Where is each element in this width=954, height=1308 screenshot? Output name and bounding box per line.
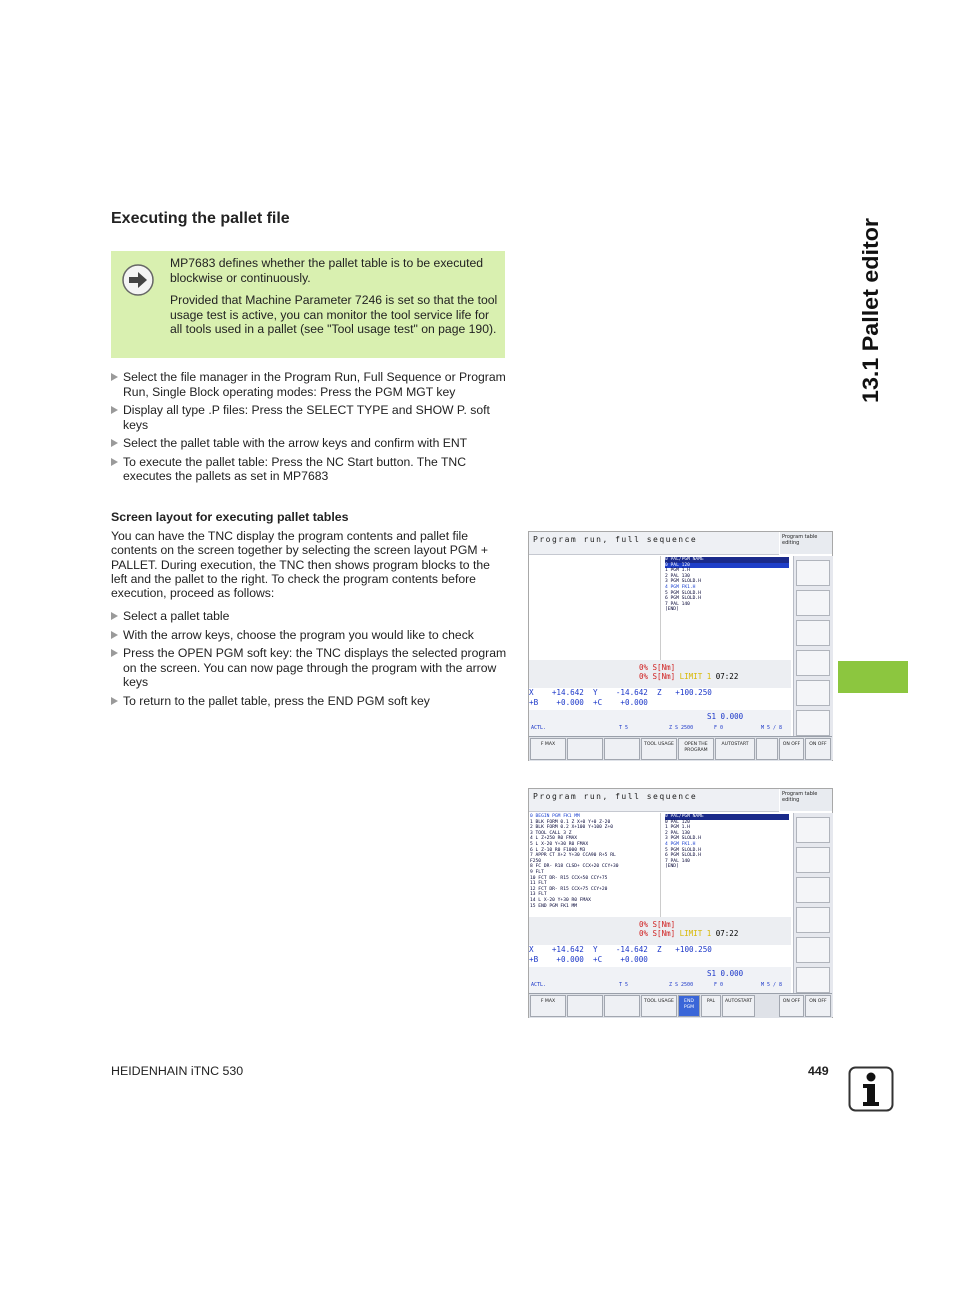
step-list-execute	[111, 370, 507, 488]
program-line[interactable]: 15 END PGM FK1 MM	[530, 903, 578, 909]
step-item: Select the file manager in the Program Run, Full Sequence or Program Run, Single Block operating modes: Press the PGM MGT key	[111, 370, 507, 399]
softkey[interactable]: OPEN THE PROGRAM	[678, 738, 714, 760]
screen-mode-label: Program table editing	[780, 789, 832, 811]
pallet-row[interactable]: 1 PGM 1.H	[665, 568, 690, 574]
side-softkey-bar	[793, 556, 833, 760]
triangle-bullet-icon	[111, 439, 118, 447]
program-line[interactable]: 8 FC DR- R18 CLSD+ CCX+20 CCY+30	[530, 864, 619, 870]
side-softkey-bar	[793, 813, 833, 1017]
triangle-bullet-icon	[111, 697, 118, 705]
note-para-2: Provided that Machine Parameter 7246 is set so that the tool usage test is active, you can monitor the tool service life for all tools used in a pallet (see "Tool usage test" on page 190).	[170, 293, 498, 336]
screen-title: Program run, full sequence	[533, 792, 698, 801]
softkey[interactable]: TOOL USAGE	[641, 738, 677, 760]
intro-paragraph: You can have the TNC display the program contents and pallet file contents on the screen together by selecting the screen layout PGM + PALLET. During execution, the TNC then shows program blocks to the left and the pallet to the right. To check the program contents before execution, proceed as follows:	[111, 529, 490, 601]
pallet-row[interactable]: 1 PGM 1.H	[665, 825, 690, 831]
program-line[interactable]: 13 FLT	[530, 892, 547, 898]
softkey[interactable]: PAL	[701, 995, 721, 1017]
program-line[interactable]: 14 L X-20 Y+30 R0 FMAX	[530, 897, 591, 903]
program-line[interactable]: 12 FCT DR- R15 CCX+75 CCY+20	[530, 886, 608, 892]
program-pane	[529, 813, 661, 917]
softkey[interactable]	[567, 738, 603, 760]
pallet-pane	[663, 813, 791, 917]
side-key-t[interactable]	[796, 620, 830, 646]
spindle-readout: S1 0.000	[707, 969, 744, 978]
screen-title: Program run, full sequence	[533, 535, 698, 544]
note-box	[111, 251, 505, 358]
section-title: Executing the pallet file	[111, 210, 290, 227]
screen-mode-label: Program table editing	[780, 532, 832, 554]
subsection-title: Screen layout for executing pallet tables	[111, 510, 349, 524]
tnc-screenshot-pallet	[528, 531, 833, 761]
side-key-t[interactable]	[796, 877, 830, 903]
pallet-row[interactable]: 3 PGM SLOLD.H	[665, 579, 701, 585]
softkey-row	[529, 993, 832, 1018]
program-line[interactable]: 11 FLT	[530, 881, 547, 887]
side-key-m[interactable]	[796, 817, 830, 843]
triangle-bullet-icon	[111, 612, 118, 620]
load-status	[529, 660, 791, 688]
step-item: Select a pallet table	[111, 609, 507, 624]
note-text	[170, 256, 498, 345]
softkey[interactable]: ON OFF	[805, 995, 831, 1017]
triangle-bullet-icon	[111, 458, 118, 466]
side-key-speed[interactable]	[796, 967, 830, 993]
pallet-row[interactable]: 7 PAL 140	[665, 601, 690, 607]
softkey[interactable]: AUTOSTART	[715, 738, 755, 760]
pallet-pane	[663, 556, 791, 660]
triangle-bullet-icon	[111, 649, 118, 657]
program-line[interactable]: 1 BLK FORM 0.1 Z X+0 Y+0 Z-20	[530, 819, 611, 825]
softkey[interactable]: ON OFF	[805, 738, 831, 760]
step-list-screen-layout	[111, 609, 507, 712]
pallet-row[interactable]: 0 PAL 120	[665, 563, 789, 569]
step-item: Select the pallet table with the arrow keys and confirm with ENT	[111, 436, 507, 451]
side-key-s100[interactable]	[796, 937, 830, 963]
program-pane	[529, 556, 661, 660]
pallet-row: [END]	[665, 864, 679, 870]
step-item: Display all type .P files: Press the SELECT TYPE and SHOW P. soft keys	[111, 403, 507, 432]
arrow-right-icon	[121, 263, 155, 297]
softkey[interactable]	[756, 738, 778, 760]
program-line[interactable]: 2 BLK FORM 0.2 X+100 Y+100 Z+0	[530, 825, 613, 831]
tnc-screenshot-program	[528, 788, 833, 1018]
note-para-1: MP7683 defines whether the pallet table is to be executed blockwise or continuously.	[170, 256, 484, 285]
pallet-row[interactable]: 5 PGM SLOLD.H	[665, 590, 701, 596]
side-key-feed[interactable]	[796, 650, 830, 676]
load-readout: 0% S[Nm] 0% S[Nm] LIMIT 1 07:22	[639, 920, 739, 938]
load-status	[529, 917, 791, 945]
side-key-s[interactable]	[796, 847, 830, 873]
side-key-feed[interactable]	[796, 907, 830, 933]
screen-title-bar	[529, 532, 779, 555]
program-line[interactable]: 5 L X-20 Y+30 R0 FMAX	[530, 841, 589, 847]
program-line[interactable]: 10 FCT DR- R15 CCX+50 CCY+75	[530, 875, 608, 881]
step-item: To return to the pallet table, press the END PGM soft key	[111, 694, 507, 709]
softkey[interactable]: ON OFF	[779, 738, 804, 760]
softkey-row	[529, 736, 832, 761]
load-readout: 0% S[Nm] 0% S[Nm] LIMIT 1 07:22	[639, 663, 739, 681]
triangle-bullet-icon	[111, 373, 118, 381]
softkey[interactable]	[604, 738, 640, 760]
program-line[interactable]: 9 FLT	[530, 869, 544, 875]
side-key-s100[interactable]	[796, 680, 830, 706]
triangle-bullet-icon	[111, 406, 118, 414]
pallet-row[interactable]: 0 PAL 120	[665, 819, 690, 825]
step-item: To execute the pallet table: Press the NC Start button. The TNC executes the pallets as set in MP7683	[111, 455, 507, 484]
program-line[interactable]: 7 APPR CT X+2 Y+30 CCA90 R+5 RL	[530, 853, 616, 859]
side-key-m[interactable]	[796, 560, 830, 586]
pallet-row[interactable]: 3 PGM SLOLD.H	[665, 836, 701, 842]
end-pgm-softkey[interactable]: END PGM	[678, 995, 700, 1017]
pallet-header: 0 PAL/PGM NAME	[665, 557, 789, 563]
step-item: With the arrow keys, choose the program you would like to check	[111, 628, 507, 643]
page-number: 449	[808, 1064, 829, 1078]
chapter-side-tab	[836, 205, 896, 415]
position-display: X +14.642 Y -14.642 Z +100.250 +B +0.000 +C +0.000	[529, 945, 791, 967]
program-line[interactable]: 6 L Z-10 R0 F1000 M3	[530, 847, 586, 853]
softkey[interactable]	[567, 995, 603, 1017]
softkey[interactable]: AUTOSTART	[722, 995, 755, 1017]
program-line[interactable]: 0 BEGIN PGM FK1 MM	[530, 814, 580, 819]
info-icon	[848, 1066, 894, 1112]
screen-title-bar	[529, 789, 779, 812]
pallet-header: 0 PAL/PGM NAME	[665, 814, 789, 820]
program-line[interactable]: F250	[530, 858, 542, 864]
softkey[interactable]	[604, 995, 640, 1017]
step-item: Press the OPEN PGM soft key: the TNC displays the selected program on the screen. You can now page through the program with the arrow keys	[111, 646, 507, 690]
softkey[interactable]: TOOL USAGE	[641, 995, 677, 1017]
pallet-row[interactable]: 2 PAL 130	[665, 573, 690, 579]
softkey[interactable]: F MAX	[530, 995, 566, 1017]
program-line[interactable]: 4 L Z+250 R0 FMAX	[530, 836, 578, 842]
pallet-row[interactable]: 5 PGM SLOLD.H	[665, 847, 701, 853]
pallet-row[interactable]: 4 PGM FK1.H	[665, 584, 696, 590]
pallet-row[interactable]: 4 PGM FK1.H	[665, 841, 696, 847]
chapter-color-tab	[838, 661, 908, 693]
pallet-row[interactable]: 6 PGM SLOLD.H	[665, 596, 701, 602]
status-info-line: S1 0.000 ACTL. T 5 Z S 2500 F 0 M 5 / 8	[529, 967, 791, 993]
softkey[interactable]: ON OFF	[779, 995, 804, 1017]
pallet-row: [END]	[665, 607, 679, 613]
pallet-row[interactable]: 2 PAL 130	[665, 830, 690, 836]
status-info-line: S1 0.000 ACTL. T 5 Z S 2500 F 0 M 5 / 8	[529, 710, 791, 736]
triangle-bullet-icon	[111, 631, 118, 639]
footer-product: HEIDENHAIN iTNC 530	[111, 1064, 244, 1078]
side-key-s[interactable]	[796, 590, 830, 616]
spindle-readout: S1 0.000	[707, 712, 744, 721]
chapter-side-label: 13.1 Pallet editor	[858, 228, 883, 403]
program-line[interactable]: 3 TOOL CALL 3 Z	[530, 830, 572, 836]
position-display: X +14.642 Y -14.642 Z +100.250 +B +0.000 +C +0.000	[529, 688, 791, 710]
pallet-row[interactable]: 6 PGM SLOLD.H	[665, 853, 701, 859]
softkey[interactable]: F MAX	[530, 738, 566, 760]
side-key-speed[interactable]	[796, 710, 830, 736]
pallet-row[interactable]: 7 PAL 140	[665, 858, 690, 864]
